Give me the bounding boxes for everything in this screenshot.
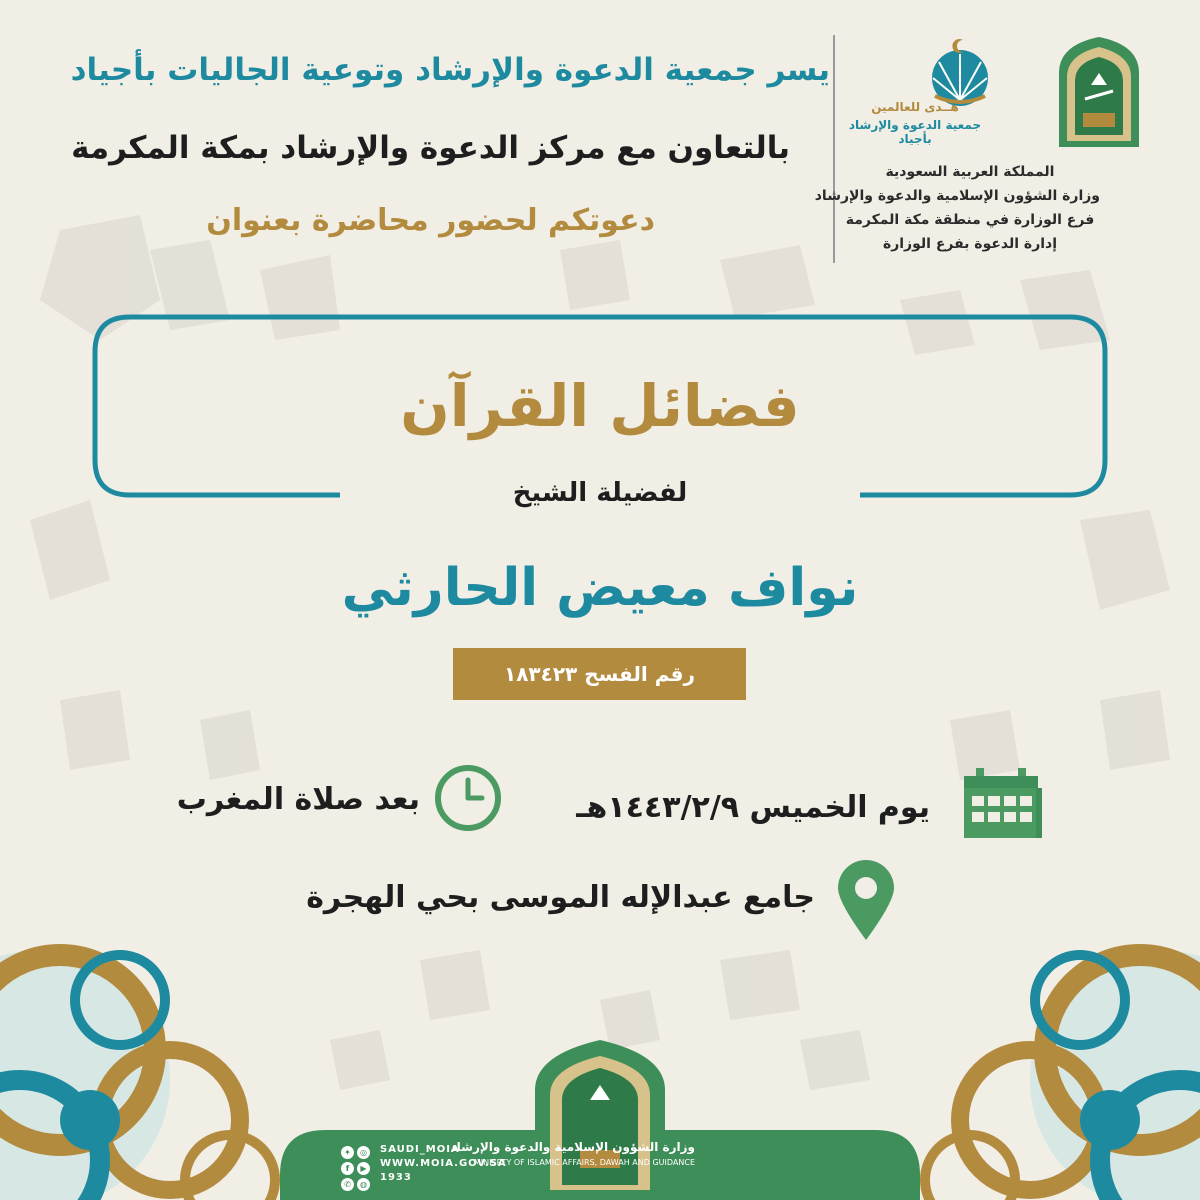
youtube-icon[interactable]: ▶: [357, 1162, 370, 1175]
ministry-lines: [814, 160, 1100, 256]
clock-icon: [434, 764, 502, 832]
sheikh-name: نواف معيض الحارثي: [341, 558, 859, 618]
header-divider: [833, 35, 835, 263]
web-icon[interactable]: ◍: [357, 1178, 370, 1191]
instagram-icon[interactable]: ◎: [357, 1146, 370, 1159]
footer-ministry-en: MINISRTY OF ISLAMIC AFFAIRS, DAWAH AND GUIDANCE: [473, 1158, 695, 1167]
date-text: يوم الخميس ١٤٤٣/٢/٩هـ: [576, 790, 930, 825]
huda-name: جمعية الدعوة والإرشاد بأجياد: [848, 118, 982, 146]
location-text: جامع عبدالإله الموسى بحي الهجرة: [306, 880, 815, 915]
social-icons: [340, 1146, 370, 1191]
location-pin-icon: [836, 858, 896, 942]
ministry-logo: [1055, 35, 1143, 147]
ornament-bottom-right: [925, 950, 1200, 1200]
footer-contact: [380, 1143, 507, 1185]
facebook-icon[interactable]: f: [341, 1162, 354, 1175]
sheikh-label: لفضيلة الشيخ: [512, 478, 688, 508]
ornament-bottom-left: [0, 950, 275, 1200]
huda-tagline: هــدى للعالمين: [871, 100, 959, 114]
huda-logo-text: [840, 100, 990, 146]
huda-logo: [925, 38, 995, 108]
header-line-3: دعوتكم لحضور محاضرة بعنوان: [206, 203, 655, 238]
time-text: بعد صلاة المغرب: [176, 782, 420, 817]
footer-phone[interactable]: 1933: [380, 1172, 412, 1183]
calendar-icon: [962, 768, 1044, 840]
phone-icon[interactable]: ✆: [341, 1178, 354, 1191]
ministry-line-3: فرع الوزارة في منطقة مكة المكرمة: [845, 212, 1095, 228]
header-line-2: بالتعاون مع مركز الدعوة والإرشاد بمكة المكرمة: [71, 130, 790, 166]
ministry-emblem-footer: [535, 1040, 665, 1200]
lecture-title: فضائل القرآن: [400, 372, 800, 440]
twitter-icon[interactable]: ✦: [341, 1146, 354, 1159]
footer-website[interactable]: WWW.MOIA.GOV.SA: [380, 1158, 507, 1169]
ministry-line-2: وزارة الشؤون الإسلامية والدعوة والإرشاد: [814, 188, 1100, 204]
ministry-line-4: إدارة الدعوة بفرع الوزارة: [882, 236, 1058, 252]
permit-text: رقم الفسح ١٨٣٤٢٣: [504, 662, 695, 686]
footer-ministry-ar: وزارة الشؤون الإسلامية والدعوة والإرشاد: [450, 1140, 695, 1154]
ministry-line-1: المملكة العربية السعودية: [885, 164, 1055, 180]
permit-badge: [453, 648, 746, 700]
footer-handle[interactable]: SAUDI_MOIA: [380, 1144, 460, 1155]
header-line-1: يسر جمعية الدعوة والإرشاد وتوعية الجاليات بأجياد: [70, 52, 830, 88]
